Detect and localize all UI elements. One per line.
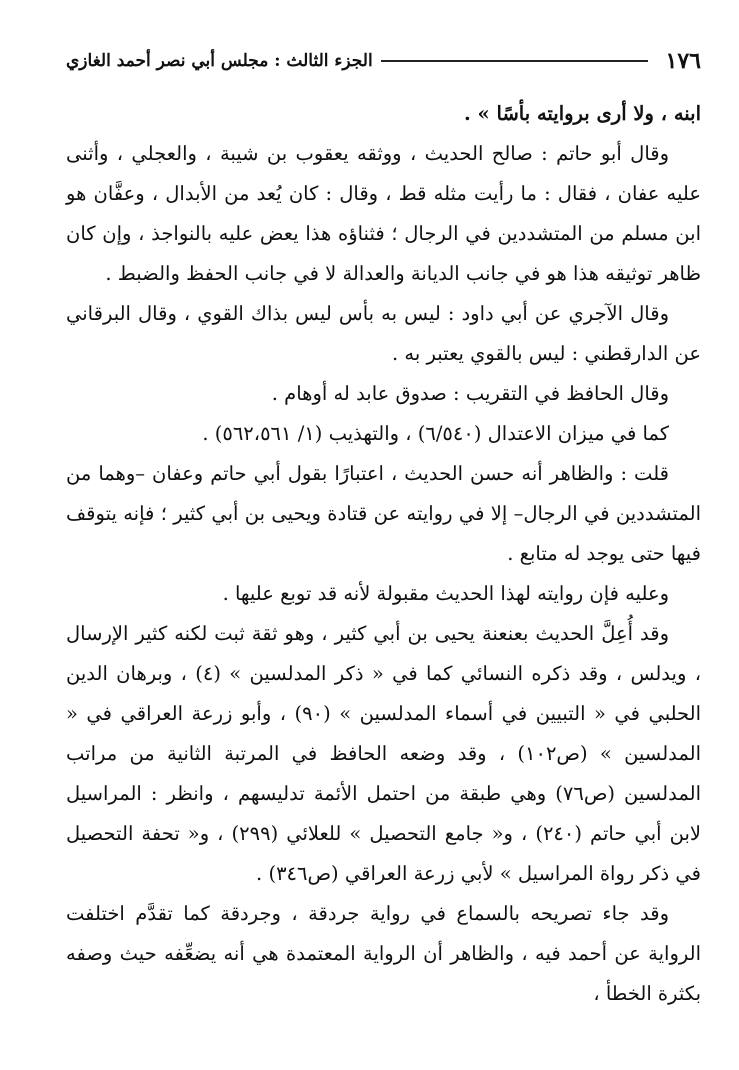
paragraph: وقال الآجري عن أبي داود : ليس به بأس ليس بذاك القوي ، وقال البرقاني عن الدارقطني : ليس بالقوي يعتبر به . bbox=[66, 302, 701, 365]
page-number: ١٧٦ bbox=[665, 48, 701, 74]
running-title: الجزء الثالث : مجلس أبي نصر أحمد الغازي bbox=[66, 51, 373, 71]
paragraph: ابنه ، ولا أرى بروايته بأسًا » . bbox=[463, 102, 701, 125]
header-rule bbox=[381, 60, 648, 62]
paragraph: وقد جاء تصريحه بالسماع في رواية جردقة ، وجردقة كما تقدَّم اختلفت الرواية عن أحمد فيه ، والظاهر أن الرواية المعتمدة هي أنه يضعِّفه حيث وصفه بكثرة الخطأ ، bbox=[66, 902, 701, 1005]
paragraph: كما في ميزان الاعتدال (٦/٥٤٠) ، والتهذيب (١/ ٥٦٢،٥٦١) . bbox=[202, 422, 669, 445]
paragraph: وقال أبو حاتم : صالح الحديث ، ووثقه يعقوب بن شيبة ، والعجلي ، وأثنى عليه عفان ، فقال : ما رأيت مثله قط ، وقال : كان يُعد من الأبدال ، وعفَّان هو ابن مسلم من المتشددين في الرجال ؛ فثناؤه هذا يعض عليه بالنواجذ ، وإن كان ظاهر توثيقه هذا هو في جانب الديانة والعدالة لا في جانب الحفظ والضبط . bbox=[66, 142, 701, 285]
paragraph: قلت : والظاهر أنه حسن الحديث ، اعتبارًا بقول أبي حاتم وعفان –وهما من المتشددين في الرجال– إلا في روايته عن قتادة ويحيى بن أبي كثير ؛ فإنه يتوقف فيها حتى يوجد له متابع . bbox=[66, 462, 701, 565]
page-body bbox=[66, 94, 701, 1014]
page-header bbox=[66, 46, 701, 76]
paragraph: وقد أُعِلَّ الحديث بعنعنة يحيى بن أبي كثير ، وهو ثقة ثبت لكنه كثير الإرسال ، ويدلس ، وقد ذكره النسائي كما في « ذكر المدلسين » (٤) ، وبرهان الدين الحلبي في « التبيين في أسماء المدلسين » (٩٠) ، وأبو زرعة العراقي في « المدلسين » (ص١٠٢) ، وقد وضعه الحافظ في المرتبة الثانية من مراتب المدلسين (ص٧٦) وهي طبقة من احتمل الأئمة تدليسهم ، وانظر : المراسيل لابن أبي حاتم (٢٤٠) ، و« جامع التحصيل » للعلائي (٢٩٩) ، و« تحفة التحصيل في ذكر رواة المراسيل » لأبي زرعة العراقي (ص٣٤٦) . bbox=[66, 622, 702, 885]
paragraph: وعليه فإن روايته لهذا الحديث مقبولة لأنه قد توبع عليها . bbox=[222, 582, 669, 605]
paragraph: وقال الحافظ في التقريب : صدوق عابد له أوهام . bbox=[271, 382, 669, 405]
